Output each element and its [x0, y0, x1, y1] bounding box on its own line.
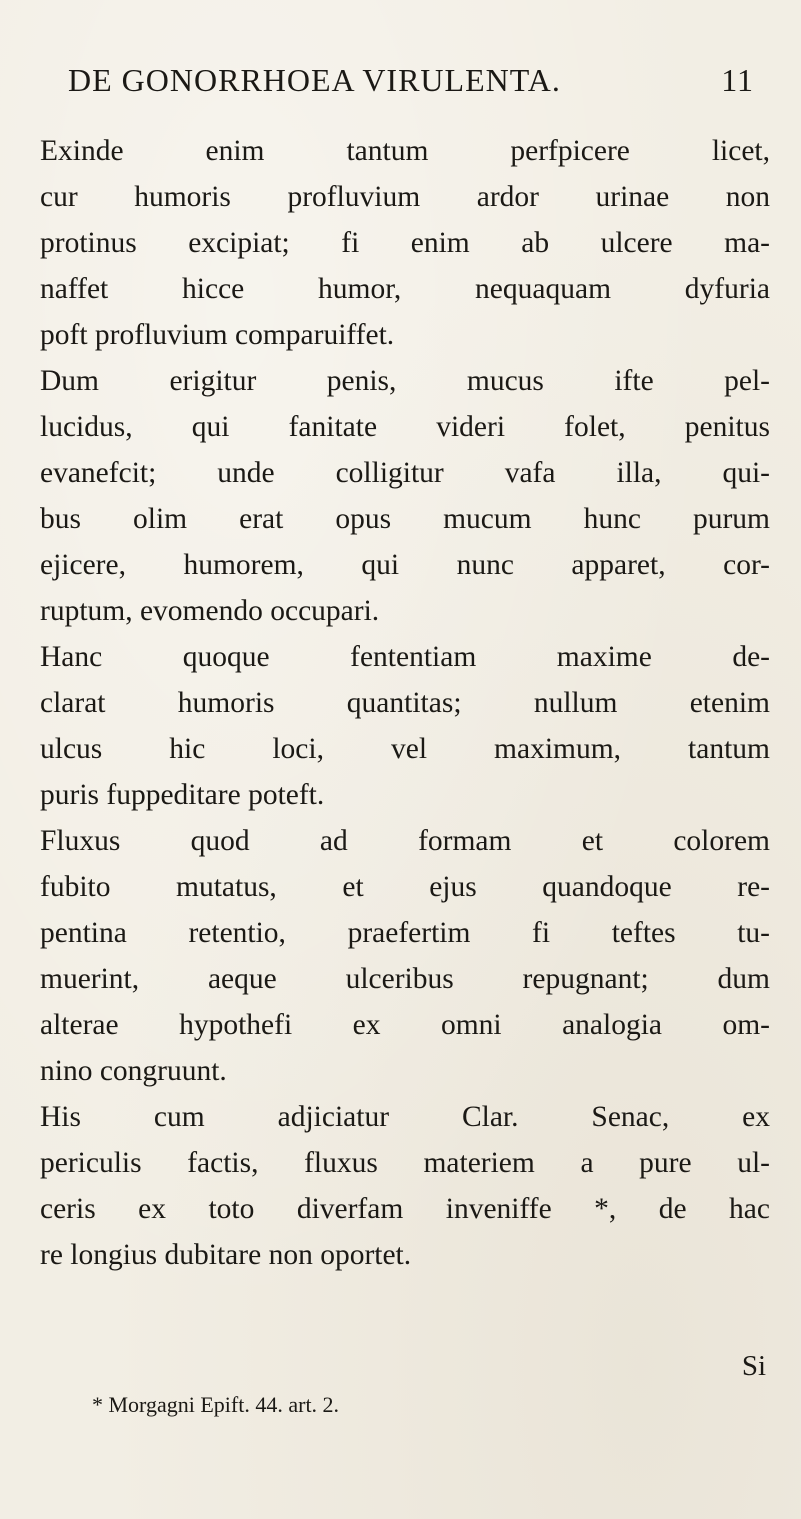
- text-line: clarat humoris quantitas; nullum etenim: [40, 687, 770, 719]
- text-line: fubito mutatus, et ejus quandoque re-: [40, 871, 770, 903]
- text-line: Dum erigitur penis, mucus ifte pel-: [40, 365, 770, 397]
- body-text: [40, 128, 770, 1278]
- text-line: ulcus hic loci, vel maximum, tantum: [40, 733, 770, 765]
- text-line: poft profluvium comparuiffet.: [40, 319, 395, 351]
- text-line: Fluxus quod ad formam et colorem: [40, 825, 770, 857]
- text-line: alterae hypothefi ex omni analogia om-: [40, 1009, 770, 1041]
- text-line: Exinde enim tantum perfpicere licet,: [40, 135, 770, 167]
- text-line: pentina retentio, praefertim fi teftes tu-: [40, 917, 770, 949]
- text-line: ejicere, humorem, qui nunc apparet, cor-: [40, 549, 770, 581]
- text-line: protinus excipiat; fi enim ab ulcere ma-: [40, 227, 770, 259]
- text-line: cur humoris profluvium ardor urinae non: [40, 181, 770, 213]
- page-number: 11: [721, 62, 754, 98]
- text-line: re longius dubitare non oportet.: [40, 1239, 412, 1271]
- text-line: evanefcit; unde colligitur vafa illa, qui-: [40, 457, 770, 489]
- text-line: muerint, aeque ulceribus repugnant; dum: [40, 963, 770, 995]
- running-head: [68, 62, 758, 99]
- running-head-title: DE GONORRHOEA VIRULENTA.: [68, 62, 561, 98]
- text-line: His cum adjiciatur Clar. Senac, ex: [40, 1101, 770, 1133]
- text-line: periculis factis, fluxus materiem a pure ul-: [40, 1147, 770, 1179]
- text-line: ceris ex toto diverfam inveniffe *, de hac: [40, 1193, 770, 1225]
- text-line: Hanc quoque fententiam maxime de-: [40, 641, 770, 673]
- footnote: * Morgagni Epift. 44. art. 2.: [92, 1392, 340, 1417]
- text-line: puris fuppeditare poteft.: [40, 779, 325, 811]
- text-line: ruptum, evomendo occupari.: [40, 595, 380, 627]
- text-line: bus olim erat opus mucum hunc purum: [40, 503, 770, 535]
- text-line: nino congruunt.: [40, 1055, 227, 1087]
- text-line: naffet hicce humor, nequaquam dyfuria: [40, 273, 770, 305]
- text-line: lucidus, qui fanitate videri folet, penitus: [40, 411, 770, 443]
- catchword: Si: [741, 1350, 766, 1382]
